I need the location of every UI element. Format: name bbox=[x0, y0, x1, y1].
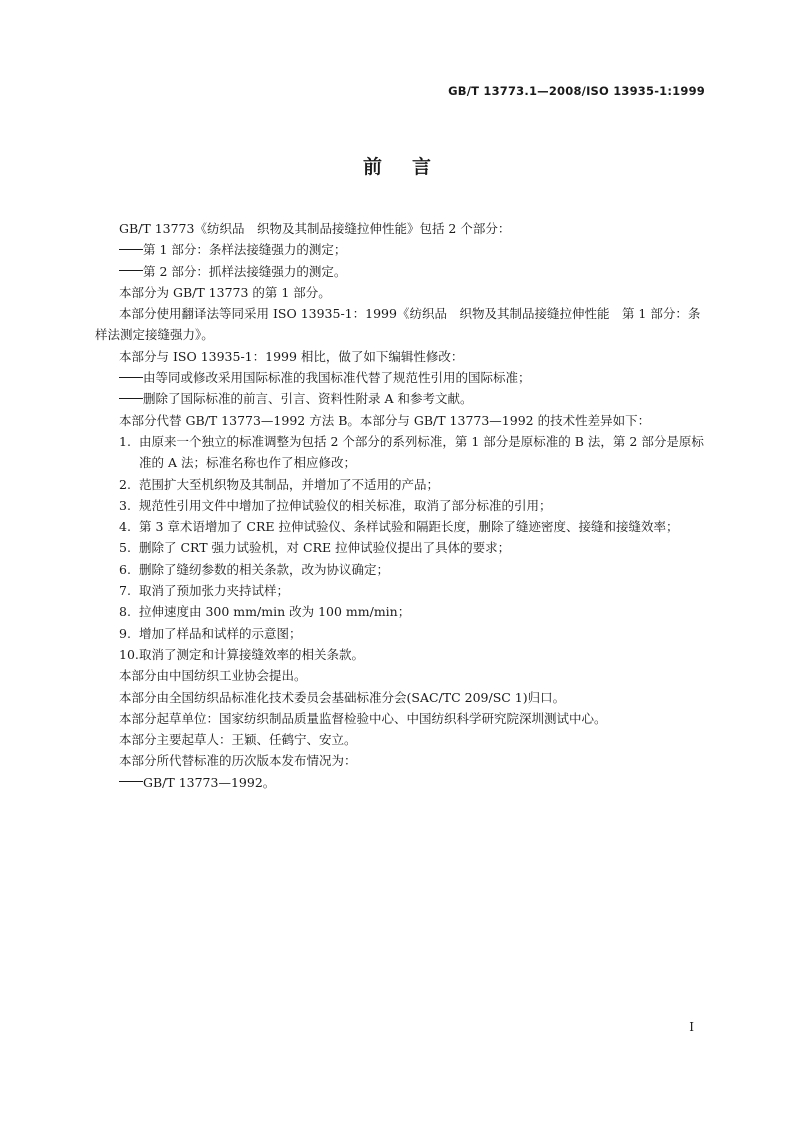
paragraph: 本部分由中国纺织工业协会提出。 bbox=[119, 668, 307, 684]
difference-item bbox=[95, 559, 709, 580]
difference-item bbox=[95, 623, 709, 644]
item-number: 1. bbox=[119, 433, 131, 449]
dash-mark bbox=[119, 270, 143, 272]
item-number: 5. bbox=[119, 540, 131, 556]
item-text: 取消了预加张力夹持试样； bbox=[139, 583, 290, 599]
standard-code-header: GB/T 13773.1—2008/ISO 13935-1:1999 bbox=[448, 84, 705, 98]
difference-item bbox=[95, 495, 709, 516]
item-text: 范围扩大至机织物及其制品，并增加了不适用的产品； bbox=[139, 476, 440, 492]
item-text: 删除了缝纫参数的相关条款，改为协议确定； bbox=[139, 561, 390, 577]
item-text: 拉伸速度由 300 mm/min 改为 100 mm/min； bbox=[139, 604, 411, 620]
dash-item bbox=[95, 239, 709, 260]
dash-item-text: 第 1 部分：条样法接缝强力的测定； bbox=[143, 242, 347, 258]
paragraph: 本部分与 ISO 13935-1：1999 相比，做了如下编辑性修改： bbox=[119, 348, 464, 364]
dash-item bbox=[95, 388, 709, 409]
item-number: 8. bbox=[119, 604, 131, 620]
difference-item bbox=[95, 537, 709, 558]
item-number: 9. bbox=[119, 625, 131, 641]
dash-item-text: 第 2 部分：抓样法接缝强力的测定。 bbox=[143, 263, 347, 279]
difference-item bbox=[95, 644, 709, 665]
paragraph: 本部分起草单位：国家纺织制品质量监督检验中心、中国纺织科学研究院深圳测试中心。 bbox=[119, 710, 607, 726]
paragraph: GB/T 13773《纺织品 织物及其制品接缝拉伸性能》包括 2 个部分： bbox=[119, 221, 511, 236]
dash-mark bbox=[119, 377, 143, 379]
item-number: 3. bbox=[119, 497, 131, 513]
dash-item-text: 删除了国际标准的前言、引言、资料性附录 A 和参考文献。 bbox=[143, 391, 473, 407]
item-number: 4. bbox=[119, 519, 131, 535]
paragraph: 本部分为 GB/T 13773 的第 1 部分。 bbox=[119, 284, 331, 300]
item-text: 第 3 章术语增加了 CRE 拉伸试验仪、条样试验和隔距长度，删除了缝迹密度、接缝和接缝效率； bbox=[139, 519, 679, 535]
item-text: 增加了样品和试样的示意图； bbox=[139, 625, 302, 641]
item-number: 7. bbox=[119, 583, 131, 599]
dash-item bbox=[95, 261, 709, 282]
item-number: 6. bbox=[119, 561, 131, 577]
difference-item bbox=[95, 474, 709, 495]
dash-item bbox=[95, 367, 709, 388]
dash-item-text: GB/T 13773—1992。 bbox=[143, 774, 276, 790]
dash-mark bbox=[119, 781, 143, 783]
difference-item bbox=[95, 580, 709, 601]
page-title: 前言 bbox=[362, 156, 461, 178]
item-text: 由原来一个独立的标准调整为包括 2 个部分的系列标准，第 1 部分是原标准的 B 法，第 2 部分是原标准的 A 法；标准名称也作了相应修改； bbox=[139, 433, 704, 471]
item-number: 10. bbox=[119, 646, 139, 662]
foreword-body bbox=[95, 218, 709, 793]
paragraph: 本部分所代替标准的历次版本发布情况为： bbox=[119, 753, 357, 769]
item-text: 规范性引用文件中增加了拉伸试验仪的相关标准，取消了部分标准的引用； bbox=[139, 497, 552, 513]
difference-item bbox=[95, 601, 709, 622]
page-number: I bbox=[689, 1020, 694, 1034]
difference-item bbox=[95, 516, 709, 537]
dash-item-text: 由等同或修改采用国际标准的我国标准代替了规范性引用的国际标准； bbox=[143, 370, 531, 386]
item-text: 删除了 CRT 强力试验机，对 CRE 拉伸试验仪提出了具体的要求； bbox=[139, 540, 511, 556]
paragraph: 本部分使用翻译法等同采用 ISO 13935-1：1999《纺织品 织物及其制品接缝拉伸性能 第 1 部分：条样法测定接缝强力》。 bbox=[95, 306, 701, 343]
paragraph: 本部分由全国纺织品标准化技术委员会基础标准分会(SAC/TC 209/SC 1)归口。 bbox=[119, 689, 566, 705]
difference-item bbox=[95, 431, 709, 474]
dash-mark bbox=[119, 398, 143, 400]
paragraph: 本部分主要起草人：王颖、任鹤宁、安立。 bbox=[119, 732, 357, 748]
dash-mark bbox=[119, 249, 143, 251]
item-number: 2. bbox=[119, 476, 131, 492]
paragraph: 本部分代替 GB/T 13773—1992 方法 B。本部分与 GB/T 13773—1992 的技术性差异如下： bbox=[119, 412, 651, 428]
item-text: 取消了测定和计算接缝效率的相关条款。 bbox=[139, 646, 365, 662]
dash-item bbox=[95, 772, 709, 793]
